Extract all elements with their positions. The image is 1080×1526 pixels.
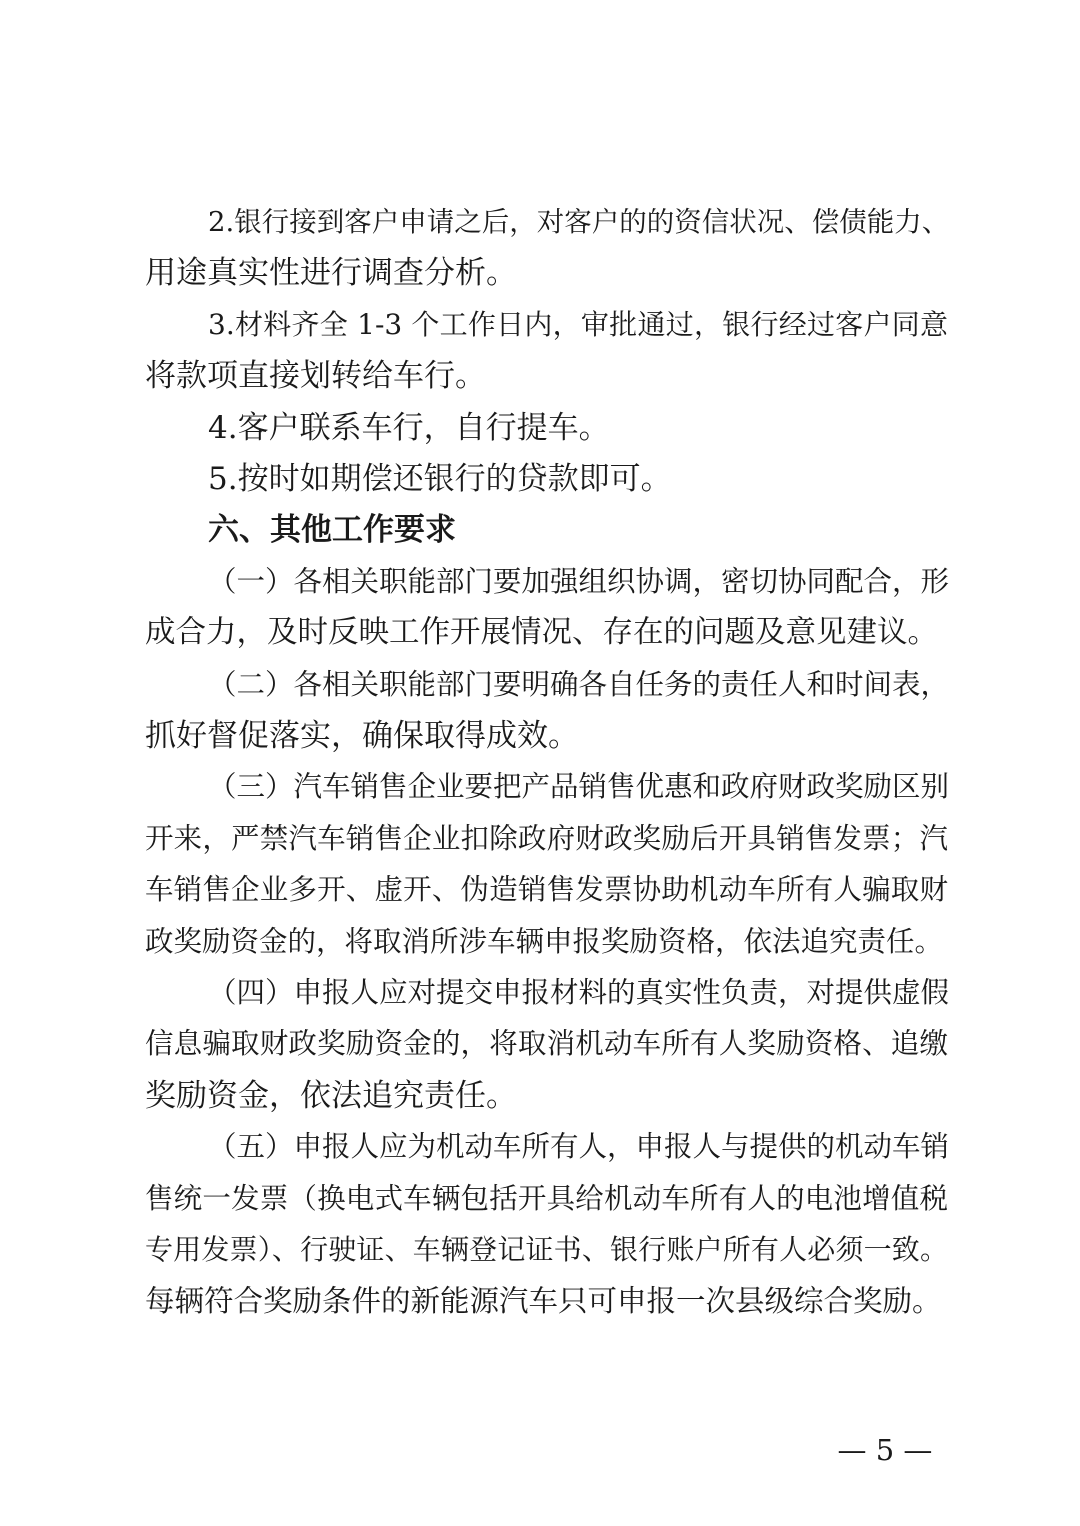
text-line: 奖励资金，依法追究责任。 <box>145 1078 517 1114</box>
section-heading: 六、其他工作要求 <box>208 512 456 548</box>
text-line: 政奖励资金的，将取消所涉车辆申报奖励资格，依法追究责任。 <box>145 925 944 958</box>
text-line: 将款项直接划转给车行。 <box>145 358 486 394</box>
page-number: — 5 — <box>837 1433 933 1467</box>
text-line: 2.银行接到客户申请之后，对客户的的资信状况、偿债能力、 <box>208 206 950 238</box>
text-line: 成合力，及时反映工作开展情况、存在的问题及意见建议。 <box>145 615 938 650</box>
text-line: 专用发票）、行驶证、车辆登记证书、银行账户所有人必须一致。 <box>145 1233 948 1266</box>
text-line: 每辆符合奖励条件的新能源汽车只可申报一次县级综合奖励。 <box>145 1284 942 1318</box>
text-line: 4.客户联系车行，自行提车。 <box>208 410 610 446</box>
text-line: （一）各相关职能部门要加强组织协调，密切协同配合，形 <box>208 565 950 598</box>
text-line: （二）各相关职能部门要明确各自任务的责任人和时间表， <box>208 668 950 701</box>
text-line: 抓好督促落实，确保取得成效。 <box>145 718 579 754</box>
text-line: 售统一发票（换电式车辆包括开具给机动车所有人的电池增值税 <box>145 1182 948 1215</box>
text-line: （四）申报人应对提交申报材料的真实性负责，对提供虚假 <box>208 976 950 1009</box>
text-line: 3.材料齐全 1-3 个工作日内，审批通过，银行经过客户同意 <box>208 308 948 341</box>
text-line: （五）申报人应为机动车所有人，申报人与提供的机动车销 <box>208 1130 950 1163</box>
text-line: 车销售企业多开、虚开、伪造销售发票协助机动车所有人骗取财 <box>145 873 948 906</box>
text-line: 用途真实性进行调查分析。 <box>145 255 517 291</box>
text-line: 开来，严禁汽车销售企业扣除政府财政奖励后开具销售发票；汽 <box>145 822 948 855</box>
text-line: （三）汽车销售企业要把产品销售优惠和政府财政奖励区别 <box>208 770 950 803</box>
text-line: 5.按时如期偿还银行的贷款即可。 <box>208 461 672 497</box>
text-line: 信息骗取财政奖励资金的，将取消机动车所有人奖励资格、追缴 <box>145 1027 948 1060</box>
